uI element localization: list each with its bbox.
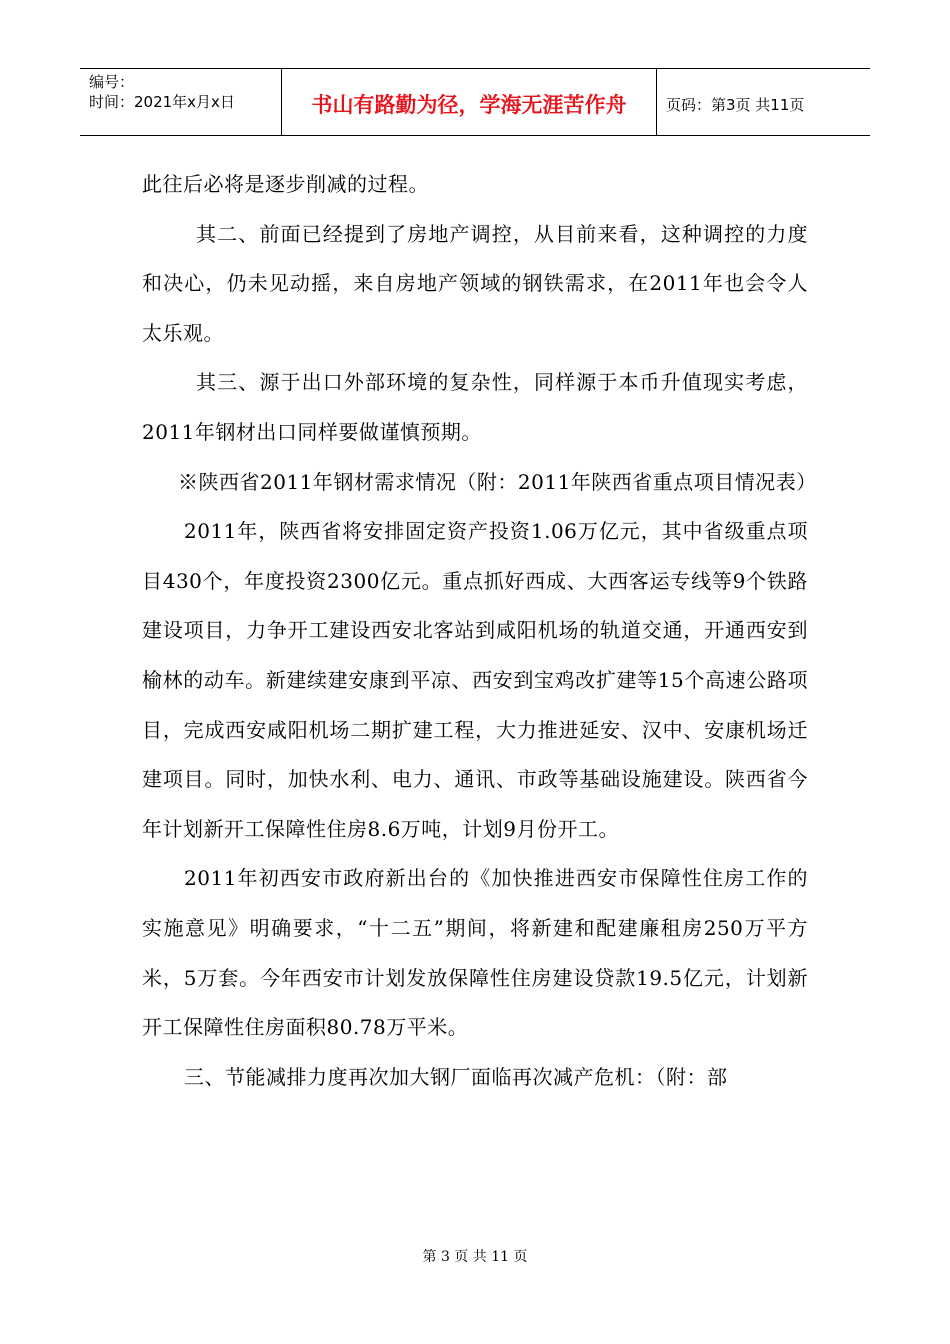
paragraph-3: 其三、源于出口外部环境的复杂性，同样源于本币升值现实考虑，2011年钢材出口同样要做谨慎预期。 xyxy=(142,370,808,444)
paragraph-6: 2011年初西安市政府新出台的《加快推进西安市保障性住房工作的实施意见》明确要求，“十二五”期间，将新建和配建廉租房250万平方米，5万套。今年西安市计划发放保障性住房建设贷款19.5亿元，计划新开工保障性住房面积80.78万平米。 xyxy=(142,866,808,1040)
paragraph-7: 三、节能减排力度再次加大钢厂面临再次减产危机：（附：部 xyxy=(184,1064,728,1089)
paragraph-4: ※陕西省2011年钢材需求情况（附：2011年陕西省重点项目情况表） xyxy=(178,469,817,494)
paragraph-5: 2011年，陕西省将安排固定资产投资1.06万亿元，其中省级重点项目430个，年度投资2300亿元。重点抓好西成、大西客运专线等9个铁路建设项目，力争开工建设西安北客站到咸阳机场的轨道交通，开通西安到榆林的动车。新建续建安康到平凉、西安到宝鸡改扩建等15个高速公路项目，完成西安咸阳机场二期扩建工程，大力推进延安、汉中、安康机场迁建项目。同时，加快水利、电力、通讯、市政等基础设施建设。陕西省今年计划新开工保障性住房8.6万吨，计划9月份开工。 xyxy=(142,519,808,841)
page-header xyxy=(80,68,870,136)
document-body xyxy=(142,160,817,1102)
time-label: 时间：2021年x月x日 xyxy=(89,93,235,111)
header-meta-cell xyxy=(80,69,282,135)
number-label: 编号： xyxy=(89,73,135,91)
header-page-info: 页码：第3页 共11页 xyxy=(666,95,805,114)
page-footer: 第 3 页 共 11 页 xyxy=(422,1249,528,1265)
header-motto: 书山有路勤为径，学海无涯苦作舟 xyxy=(282,69,657,135)
paragraph-1: 此往后必将是逐步削减的过程。 xyxy=(142,172,429,196)
paragraph-2: 其二、前面已经提到了房地产调控，从目前来看，这种调控的力度和决心，仍未见动摇，来自房地产领域的钢铁需求，在2011年也会令人太乐观。 xyxy=(142,221,808,345)
